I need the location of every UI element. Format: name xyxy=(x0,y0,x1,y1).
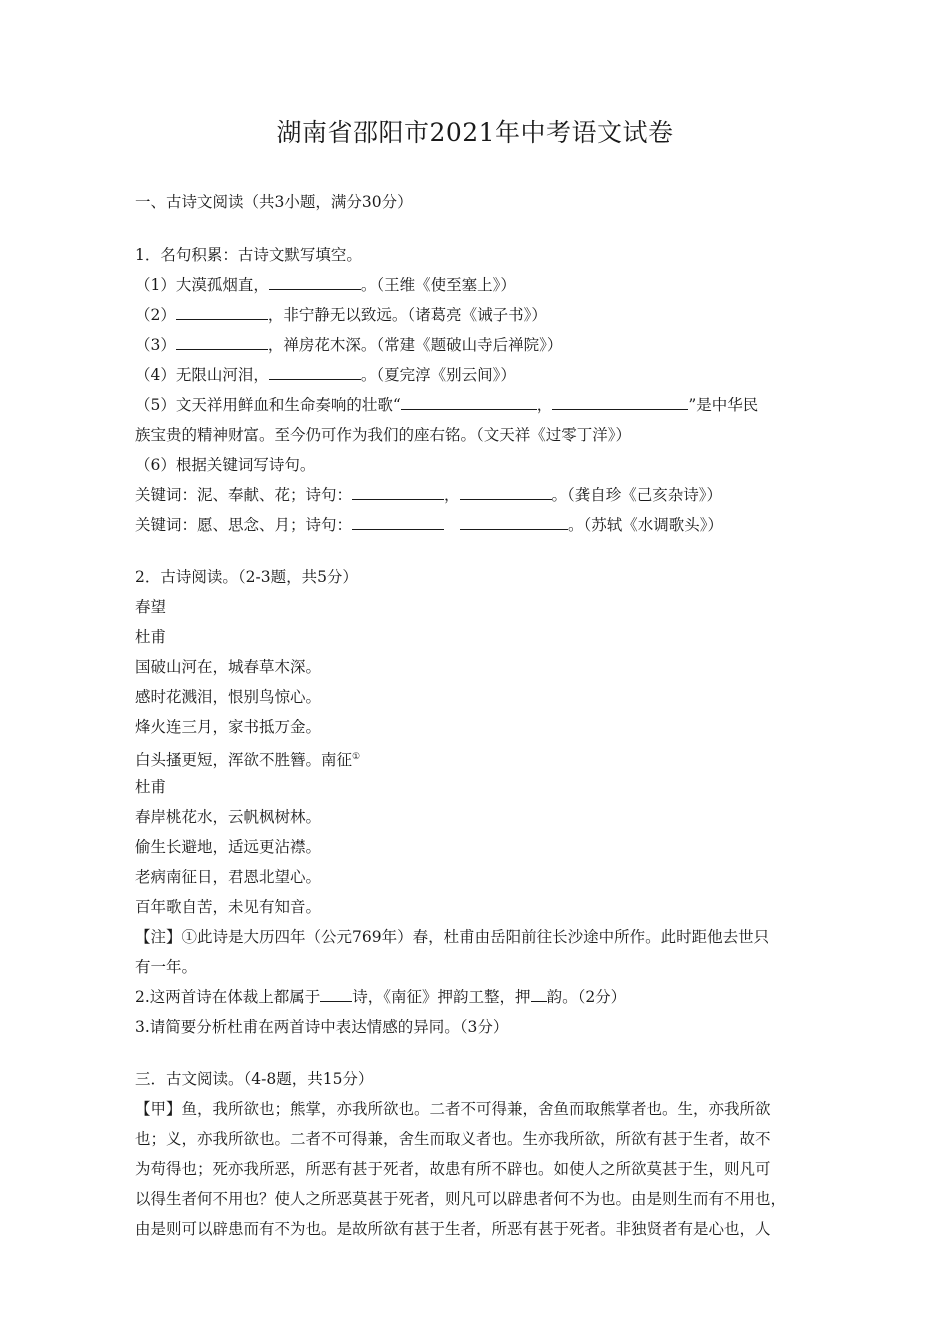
answer-blank[interactable] xyxy=(176,304,268,320)
poem-1-line: 国破山河在，城春草木深。 xyxy=(135,658,322,676)
answer-blank[interactable] xyxy=(401,394,537,410)
question-1-part-5: （5）文天祥用鲜血和生命奏响的壮歌“ ， ”是中华民 xyxy=(135,396,759,414)
keyword-line-1: 关键词：泥、奉献、花；诗句： ， 。（龚自珍《己亥杂诗》） xyxy=(135,486,723,504)
answer-blank[interactable] xyxy=(320,986,352,1002)
question-1-part-2: （2） ，非宁静无以致远。（诸葛亮《诫子书》） xyxy=(135,306,547,324)
question-1-part-4: （4）无限山河泪， 。（夏完淳《别云间》） xyxy=(135,366,516,384)
answer-blank[interactable] xyxy=(352,484,444,500)
answer-blank[interactable] xyxy=(552,394,688,410)
page-title: 湖南省邵阳市2021年中考语文试卷 xyxy=(276,118,674,147)
answer-blank[interactable] xyxy=(460,484,552,500)
poem-1-line: 感时花溅泪，恨别鸟惊心。 xyxy=(135,688,322,706)
answer-blank[interactable] xyxy=(269,364,361,380)
footnote: 【注】①此诗是大历四年（公元769年）春，杜甫由岳阳前往长沙途中所作。此时距他去世只 xyxy=(135,928,770,946)
answer-blank[interactable] xyxy=(460,514,568,530)
passage-line: 【甲】鱼，我所欲也；熊掌，亦我所欲也。二者不可得兼，舍鱼而取熊掌者也。生，亦我所欲 xyxy=(135,1100,771,1118)
poem-1-author: 杜甫 xyxy=(135,628,167,646)
footnote-mark: ① xyxy=(352,752,361,762)
passage-line: 为苟得也；死亦我所恶，所恶有甚于死者，故患有所不辟也。如使人之所欲莫甚于生，则凡可 xyxy=(135,1160,771,1178)
answer-blank[interactable] xyxy=(531,986,547,1002)
passage-line: 也；义，亦我所欲也。二者不可得兼，舍生而取义者也。生亦我所欲，所欲有甚于生者，故不 xyxy=(135,1130,771,1148)
question-1-part-1: （1）大漠孤烟直， 。（王维《使至塞上》） xyxy=(135,276,516,294)
section-heading: 一、古诗文阅读（共3小题，满分30分） xyxy=(135,193,413,211)
question-2-stem: 2．古诗阅读。（2-3题，共5分） xyxy=(135,568,358,586)
passage-line: 由是则可以辟患而有不为也。是故所欲有甚于生者，所恶有甚于死者。非独贤者有是心也，人 xyxy=(135,1220,771,1238)
poem-2-line: 偷生长避地，适远更沾襟。 xyxy=(135,838,322,856)
footnote-cont: 有一年。 xyxy=(135,958,198,976)
poem-2-line: 春岸桃花水，云帆枫树林。 xyxy=(135,808,322,826)
question-1-stem: 1．名句积累：古诗文默写填空。 xyxy=(135,246,362,264)
answer-blank[interactable] xyxy=(352,514,444,530)
poem-2-line: 百年歌自苦，未见有知音。 xyxy=(135,898,322,916)
question-1-part-3: （3） ，禅房花木深。（常建《题破山寺后禅院》） xyxy=(135,336,563,354)
keyword-line-2: 关键词：愿、思念、月；诗句： 。（苏轼《水调歌头》） xyxy=(135,516,724,534)
poem-1-title: 春望 xyxy=(135,598,167,616)
answer-blank[interactable] xyxy=(176,334,268,350)
sub-question-3: 3.请简要分析杜甫在两首诗中表达情感的异同。（3分） xyxy=(135,1018,509,1036)
question-3-stem: 三．古文阅读。（4-8题，共15分） xyxy=(135,1070,374,1088)
question-1-part-6: （6）根据关键词写诗句。 xyxy=(135,456,316,474)
passage-line: 以得生者何不用也？使人之所恶莫甚于死者，则凡可以辟患者何不为也。由是则生而有不用也， xyxy=(135,1190,787,1208)
sub-question-2: 2.这两首诗在体裁上都属于 诗，《南征》押韵工整，押 韵。（2分） xyxy=(135,988,627,1006)
question-1-part-5-cont: 族宝贵的精神财富。至今仍可作为我们的座右铭。（文天祥《过零丁洋》） xyxy=(135,426,632,444)
poem-1-line: 烽火连三月，家书抵万金。 xyxy=(135,718,322,736)
poem-1-last-line: 白头搔更短，浑欲不胜簪。南征① xyxy=(135,751,361,770)
poem-2-author: 杜甫 xyxy=(135,778,167,796)
poem-2-line: 老病南征日，君恩北望心。 xyxy=(135,868,322,886)
answer-blank[interactable] xyxy=(269,274,361,290)
